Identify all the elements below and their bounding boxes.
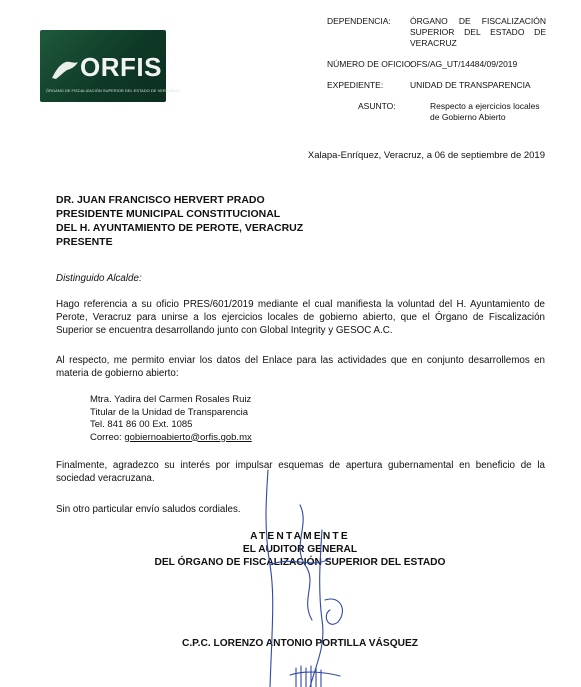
asunto-value: Respecto a ejercicios locales de Gobierno Abierto — [430, 101, 540, 122]
asunto-label: ASUNTO: — [358, 101, 396, 111]
logo-wordmark: ORFIS — [80, 52, 162, 82]
paragraph-1: Hago referencia a su oficio PRES/601/2019 mediante el cual manifiesta la voluntad del H. Ayuntamiento de Perote, Veracruz para unirse a los ejercicios locales de gobierno abierto, que el Órgano de Fiscalización Superior se encuentra desarrollando junto con Global Integrity y GESOC A.C. — [56, 299, 545, 336]
expediente-value: UNIDAD DE TRANSPARENCIA — [410, 80, 531, 90]
contact-block — [90, 394, 252, 444]
contact-role: Titular de la Unidad de Transparencia — [90, 406, 249, 418]
letter-date: Xalapa-Enríquez, Veracruz, a 06 de septiembre de 2019 — [307, 150, 545, 161]
signoff-atentamente: ATENTAMENTE — [250, 531, 350, 542]
oficio-label: NÚMERO DE OFICIO: — [327, 59, 413, 69]
paragraph-4: Sin otro particular envío saludos cordiales. — [56, 504, 241, 515]
recipient-name: DR. JUAN FRANCISCO HERVERT PRADO — [56, 194, 265, 206]
recipient-title: PRESIDENTE MUNICIPAL CONSTITUCIONAL — [56, 208, 281, 220]
handwritten-signature — [230, 470, 370, 687]
signoff-org: DEL ÓRGANO DE FISCALIZACIÓN SUPERIOR DEL ESTADO — [154, 557, 446, 568]
dependencia-value: ÓRGANO DE FISCALIZACIÓN SUPERIOR DEL ESTADO DE VERACRUZ — [410, 16, 546, 48]
contact-name: Mtra. Yadira del Carmen Rosales Ruiz — [90, 394, 252, 405]
logo-tagline: ÓRGANO DE FISCALIZACIÓN SUPERIOR DEL ESTADO DE VERACRUZ — [46, 88, 180, 93]
contact-email-row — [90, 432, 252, 445]
contact-email-label: Correo: — [90, 431, 125, 443]
paragraph-2: Al respecto, me permito enviar los datos del Enlace para las actividades que en conjunto desarrollemos en materia de gobierno abierto: — [56, 355, 545, 379]
salutation: Distinguido Alcalde: — [56, 273, 142, 284]
signer-name: C.P.C. LORENZO ANTONIO PORTILLA VÁSQUEZ — [181, 638, 419, 649]
recipient-org: DEL H. AYUNTAMIENTO DE PEROTE, VERACRUZ — [56, 222, 304, 234]
dependencia-label: DEPENDENCIA: — [327, 16, 391, 26]
paragraph-3: Finalmente, agradezco su interés por impulsar esquemas de apertura gubernamental en beneficio de la sociedad veracruzana. — [56, 460, 545, 484]
contact-email-link[interactable]: gobiernoabierto@orfis.gob.mx — [124, 431, 252, 443]
orfis-logo — [40, 30, 180, 102]
contact-phone: Tel. 841 86 00 Ext. 1085 — [90, 419, 193, 430]
bird-icon — [50, 58, 80, 82]
expediente-label: EXPEDIENTE: — [327, 80, 384, 90]
recipient-block — [56, 193, 303, 249]
recipient-presente: PRESENTE — [56, 236, 113, 248]
oficio-value: OFS/AG_UT/14484/09/2019 — [410, 59, 518, 69]
signoff-role: EL AUDITOR GENERAL — [242, 544, 358, 555]
